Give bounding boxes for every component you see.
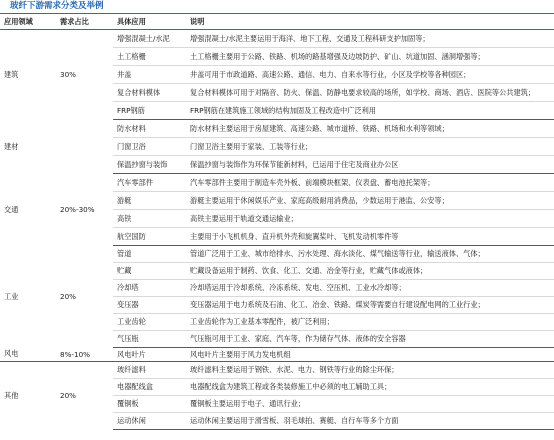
field-cell: 其他 (4, 390, 19, 400)
application-cell: 土工格栅 (113, 48, 186, 66)
table-title: 玻纤下游需求分类及举例 (10, 1, 104, 11)
description-cell: 玻纤滤料主要运用于钢铁、水泥、电力、钢铁等行业的除尘环保； (186, 362, 554, 379)
application-cell: 门窗卫浴 (113, 138, 186, 156)
application-cell: 冷却塔 (113, 280, 186, 297)
field-cell: 交通 (4, 204, 19, 214)
application-cell: 电器配线盒 (113, 379, 186, 396)
demand-table (0, 15, 554, 430)
header-share: 需求占比 (56, 15, 113, 30)
application-cell: 复合材料模体 (113, 84, 186, 102)
description-cell: 风电叶片主要用于风力发电机组 (186, 348, 554, 362)
description-cell: 复合材料模体可用于对隔音、防火、保温、防静电要求较高的场所，如学校、商场、酒店、医院等公共建筑； (186, 84, 554, 102)
description-cell: 变压器运用于电力系统及石油、化工、冶金、铁路、煤炭等需要自行建设配电网的工业行业； (186, 297, 554, 314)
application-cell: 玻纤滤料 (113, 362, 186, 379)
description-cell: 防水材料主要运用于房屋建筑、高速公路、城市道桥、铁路、机场和水利等领域； (186, 120, 554, 138)
table-row (0, 246, 554, 263)
description-cell: 门窗卫浴主要用于家装、工装等行业； (186, 138, 554, 156)
application-cell: 覆铜板 (113, 396, 186, 413)
application-cell: 增强混凝土/水泥 (113, 30, 186, 48)
share-cell: 20% (60, 391, 76, 401)
share-cell: 8%-10% (56, 348, 113, 362)
application-cell: 游艇 (113, 192, 186, 210)
application-cell: 贮藏 (113, 263, 186, 280)
application-cell: 工业齿轮 (113, 314, 186, 331)
description-cell: 贮藏设备运用于制药、饮食、化工、交通、冶金等行业，贮藏气体或液体； (186, 263, 554, 280)
description-cell: 冷却塔运用于冷却系统、冷冻系统、发电、空压机、工业水冷却等； (186, 280, 554, 297)
description-cell: 土工格栅主要用于公路、铁路、机场的路基增强及边坡防护、矿山、坑道加固、涵洞增强等； (186, 48, 554, 66)
application-cell: 保温抄窗与装饰 (113, 156, 186, 174)
application-cell: 井盖 (113, 66, 186, 84)
table-row (0, 362, 554, 379)
table-row (0, 174, 554, 192)
description-cell: 井盖可用于市政道路、高速公路、通信、电力、自来水等行业，小区及学校等各种园区； (186, 66, 554, 84)
description-cell: FRP钢筋在建筑施工领域的结构加固及工程改造中广泛利用 (186, 102, 554, 120)
application-cell: 防水材料 (113, 120, 186, 138)
application-cell: 风电叶片 (113, 348, 186, 362)
table-row (0, 120, 554, 138)
application-cell: 变压器 (113, 297, 186, 314)
description-cell: 保温抄窗与装饰作为环保节能新材料，已运用于住宅及商业办公区 (186, 156, 554, 174)
application-cell: 高铁 (113, 210, 186, 228)
description-cell: 运动休闲主要运用于滑雪板、羽毛球拍、赛艇、自行车等多个方面 (186, 413, 554, 430)
header-field: 应用领域 (0, 15, 56, 30)
field-cell: 建材 (4, 141, 19, 151)
field-cell: 风电 (0, 348, 56, 362)
description-cell: 增强混凝土/水泥主要运用于海洋、地下工程、交通及工程科研支护加固等； (186, 30, 554, 48)
share-cell: 30% (60, 70, 76, 80)
title-rule (0, 13, 554, 14)
application-cell: FRP钢筋 (113, 102, 186, 120)
description-cell: 汽车零部件主要用于制造车壳外板、前端模块框架、仪表盘、蓄电池托架等； (186, 174, 554, 192)
description-cell: 覆铜板主要运用于电子、通讯行业； (186, 396, 554, 413)
share-cell (56, 120, 113, 174)
share-cell: 20%-30% (60, 205, 95, 214)
description-cell: 主要用于小飞机机身、直升机外壳和旋翼桨叶、飞机发动机零件等 (186, 228, 554, 246)
table-row (0, 348, 554, 362)
description-cell: 工业齿轮作为工业基本零配件，被广泛利用； (186, 314, 554, 331)
header-application: 具体应用 (113, 15, 186, 30)
share-cell: 20% (60, 292, 76, 301)
application-cell: 汽车零部件 (113, 174, 186, 192)
application-cell: 管道 (113, 246, 186, 263)
table-header (0, 15, 554, 30)
field-cell: 工业 (4, 291, 19, 301)
table-row (0, 30, 554, 48)
description-cell: 管道广泛用于工业、城市给排水、污水处理、海水淡化、煤气输送等行业，输送液体、气体； (186, 246, 554, 263)
application-cell: 运动休闲 (113, 413, 186, 430)
application-cell: 气压瓶 (113, 331, 186, 348)
application-cell: 航空国防 (113, 228, 186, 246)
description-cell: 气压瓶可用于工业、家庭、汽车等，作为储存气体、液体的安全容器 (186, 331, 554, 348)
description-cell: 游艇主要运用于休闲娱乐产业、家庭高级耐用消费品，少数运用于港监、公安等； (186, 192, 554, 210)
table-body (0, 30, 554, 430)
field-cell: 建筑 (4, 69, 19, 79)
description-cell: 电器配线盒为建筑工程或各类装修施工中必须的电工辅助工具； (186, 379, 554, 396)
description-cell: 高铁主要运用于轨道交通运输业； (186, 210, 554, 228)
header-description: 说明 (186, 15, 554, 30)
